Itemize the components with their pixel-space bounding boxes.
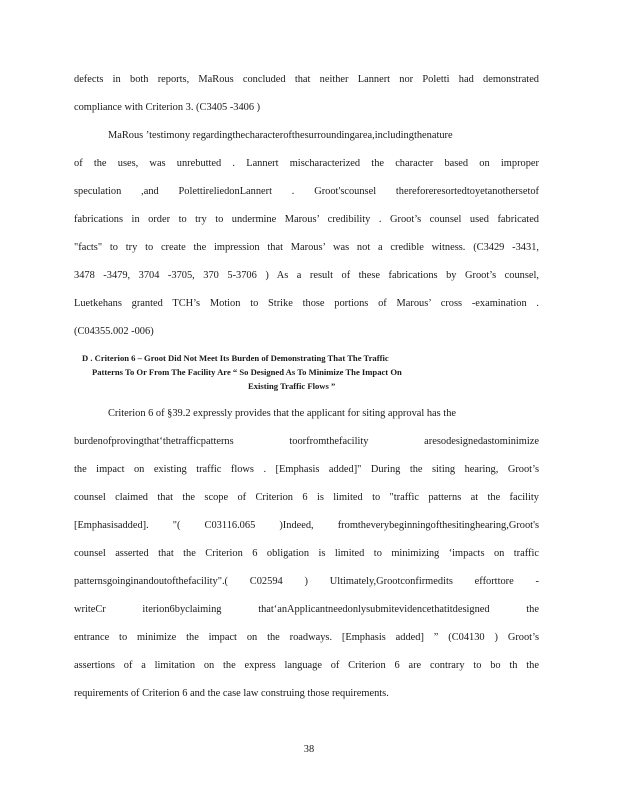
body-line: requirements of Criterion 6 and the case law construing those requirements. (74, 688, 389, 699)
body-line: counsel asserted that the Criterion 6 obligation is limited to minimizing ‘impacts on traffic (74, 548, 539, 559)
paragraph-first-line: Criterion 6 of §39.2 expressly provides that the applicant for siting approval has the (108, 408, 457, 419)
section-heading-line: Existing Traffic Flows ” (248, 381, 336, 391)
body-line: 3478 -3479, 3704 -3705, 370 5-3706 ) As a result of these fabrications by Groot’s counsel, (74, 270, 539, 281)
body-line: assertions of a limitation on the express language of Criterion 6 are contrary to bo th the (74, 660, 539, 671)
body-line: "facts" to try to create the impression that Marous’ was not a credible witness. (C3429 -3431, (74, 242, 539, 253)
body-line: patternsgoinginandoutofthefacility".( C02594 ) Ultimately,Grootconfirmedits efforttore - (74, 576, 539, 587)
paragraph-first-line: MaRous ’testimony regardingthecharacterofthesurroundingarea,includingthenature (108, 130, 453, 141)
body-line: entrance to minimize the impact on the roadways. [Emphasis added] ” (C04130 ) Groot’s (74, 632, 539, 643)
page-number: 38 (303, 744, 315, 755)
body-line: burdenofprovingthat‘thetrafficpatterns toorfromthefacility aresodesignedastominimize (74, 436, 539, 447)
body-line: writeCr iterion6byclaiming that‘anApplicantneedonlysubmitevidencethatitdesigned the (74, 604, 539, 615)
body-line: [Emphasisadded]. "( C03116.065 )Indeed, fromtheverybeginningofthesitinghearing,Groot's (74, 520, 539, 531)
body-line: Luetkehans granted TCH’s Motion to Strike those portions of Marous’ cross -examination . (74, 298, 539, 309)
body-line: compliance with Criterion 3. (C3405 -3406 ) (74, 102, 261, 113)
body-line: fabrications in order to try to undermine Marous’ credibility . Groot’s counsel used fabricated (74, 214, 539, 225)
body-line: (C04355.002 -006) (74, 326, 154, 337)
body-line: counsel claimed that the scope of Criterion 6 is limited to "traffic patterns at the facility (74, 492, 539, 503)
section-heading-line: D . Criterion 6 – Groot Did Not Meet Its Burden of Demonstrating That The Traffic (82, 353, 389, 363)
body-line: of the uses, was unrebutted . Lannert mischaracterized the character based on improper (74, 158, 539, 169)
section-heading-line: Patterns To Or From The Facility Are “ So Designed As To Minimize The Impact On (92, 367, 402, 377)
body-line: defects in both reports, MaRous concluded that neither Lannert nor Poletti had demonstrated (74, 74, 539, 85)
body-line: speculation ,and PolettireliedonLannert . Groot'scounsel thereforeresortedtoyetanothersetof (74, 186, 539, 197)
body-line: the impact on existing traffic flows . [Emphasis added]" During the siting hearing, Groot’s (74, 464, 539, 475)
